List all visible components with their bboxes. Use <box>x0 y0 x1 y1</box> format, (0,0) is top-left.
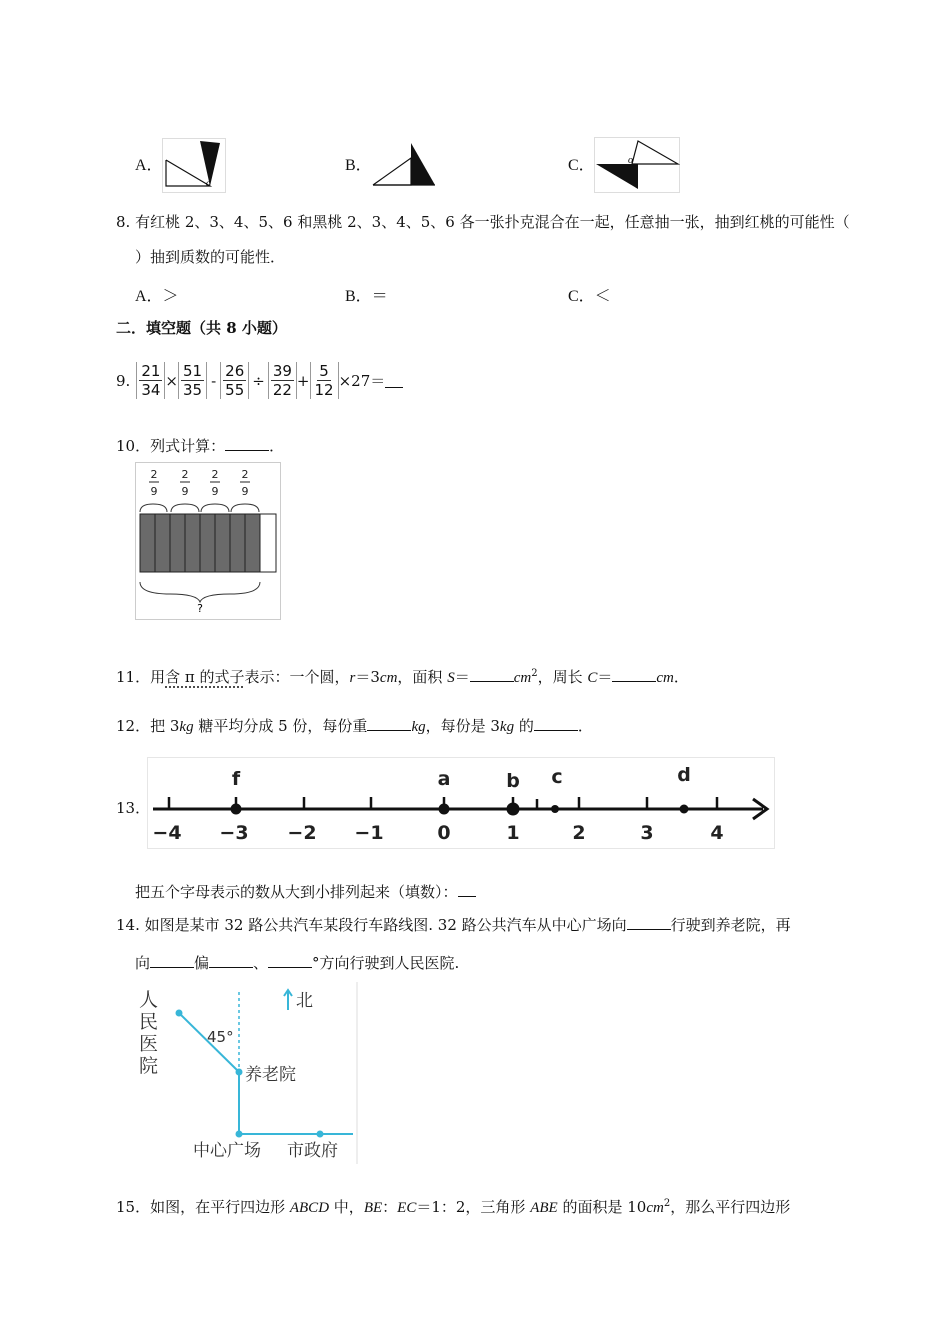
q13-tick-neg2: −2 <box>287 822 317 844</box>
q14-dir2-blank[interactable] <box>209 953 253 968</box>
option-a-figure <box>162 138 226 193</box>
q15-text: 15．如图，在平行四边形 ABCD 中，BE：EC＝1：2，三角形 ABE 的面积是 $10cm^2$，那么平行四边形 <box>116 1198 791 1216</box>
q9-op-1: × <box>165 371 178 390</box>
q14-nursing-label: 养老院 <box>245 1065 296 1085</box>
q11-dotted-emphasis: 含 π 的式子 <box>165 668 245 686</box>
q13-tick-1: 1 <box>506 822 520 844</box>
q9-answer-blank[interactable] <box>385 373 403 388</box>
q14-angle-label: 45° <box>207 1028 234 1046</box>
q13-tick-0: 0 <box>437 822 451 844</box>
q8-option-c[interactable]: C．＜ <box>568 288 611 305</box>
q11-area-blank[interactable] <box>470 667 514 682</box>
q13-tick-neg3: −3 <box>219 822 249 844</box>
q10-figure <box>135 462 281 620</box>
q10-frac-num-2: 2 <box>181 468 189 481</box>
q13-number: 13． <box>116 799 151 817</box>
q13-number-line <box>147 757 775 849</box>
q9-frac-3: $\frac{26}{55}$ <box>220 362 249 399</box>
q10-frac-den-1: 9 <box>150 485 158 498</box>
q10-label: 10．列式计算： <box>116 437 226 455</box>
q9-op-4: + <box>296 371 310 390</box>
q11-text: 11．用含 π 的式子表示：一个圆，r＝3cm，面积 $S= cm^2$，周长 C＝ cm． <box>116 668 689 686</box>
q9-frac-1: $\frac{21}{34}$ <box>136 362 165 399</box>
q8-option-a[interactable]: A．＞ <box>135 288 179 305</box>
q10-frac-den-4: 9 <box>241 485 249 498</box>
q12-weight-blank[interactable] <box>367 716 411 731</box>
q10-frac-num-3: 2 <box>211 468 219 481</box>
q14-dir1-blank[interactable] <box>150 953 194 968</box>
q14-line1: 14. 如图是某市 32 路公共汽车某段行车路线图. 32 路公共汽车从中心广场向 行驶到养老院，再 <box>116 916 791 934</box>
section-2-title: 二．填空题（共 8 小题） <box>116 319 287 337</box>
q9-expression <box>116 362 403 399</box>
option-a-o: o <box>206 178 211 188</box>
q9-op-3: ÷ <box>252 371 265 390</box>
q10-text <box>116 435 284 457</box>
q14-north-label: 北 <box>296 991 313 1011</box>
option-c-label: C． <box>568 157 595 174</box>
q8-line2: ）抽到质数的可能性． <box>135 248 286 266</box>
q10-frac-num-4: 2 <box>241 468 249 481</box>
q9-op-2: - <box>211 371 217 390</box>
q14-gov-label: 市政府 <box>287 1141 338 1161</box>
q13-tick-neg1: −1 <box>354 822 384 844</box>
q12-fraction-blank[interactable] <box>534 716 578 731</box>
q10-end: ． <box>269 437 285 455</box>
option-a-label: A． <box>135 157 163 174</box>
q10-frac-den-2: 9 <box>181 485 189 498</box>
q9-frac-5: $\frac{5}{12}$ <box>310 362 339 399</box>
q10-question-mark: ? <box>197 602 203 615</box>
q13-tick-neg4: −4 <box>152 822 182 844</box>
q13-letter-d: d <box>677 764 691 786</box>
q9-frac-2: $\frac{51}{35}$ <box>178 362 207 399</box>
q13-question: 把五个字母表示的数从大到小排列起来（填数）： <box>135 881 476 903</box>
q13-tick-2: 2 <box>572 822 586 844</box>
q13-tick-4: 4 <box>710 822 724 844</box>
q14-route-map <box>135 982 359 1164</box>
option-c-o: o <box>628 155 633 166</box>
q13-letter-c: c <box>551 766 563 788</box>
q8-line1: 8. 有红桃 2、3、4、5、6 和黑桃 2、3、4、5、6 各一张扑克混合在一起，任意抽一张，抽到红桃的可能性（ <box>116 213 850 231</box>
q13-letter-f: f <box>231 768 241 790</box>
option-b-figure <box>371 140 437 188</box>
option-c-figure <box>594 137 680 193</box>
q13-answer-blank[interactable] <box>458 882 476 897</box>
q14-angle-blank[interactable] <box>268 953 312 968</box>
q10-frac-den-3: 9 <box>211 485 219 498</box>
q12-text: 12．把 3kg 糖平均分成 5 份，每份重 kg，每份是 3kg 的 ． <box>116 717 593 735</box>
q10-frac-num-1: 2 <box>150 468 158 481</box>
q14-center-label: 中心广场 <box>193 1141 261 1161</box>
option-b-label: B． <box>345 157 372 174</box>
q14-direction-blank[interactable] <box>627 915 671 930</box>
q13-tick-3: 3 <box>640 822 654 844</box>
q10-answer-blank[interactable] <box>225 436 269 451</box>
q13-letter-a: a <box>437 768 451 790</box>
q14-hospital-label: 人民医院 <box>139 989 159 1077</box>
q8-option-b[interactable]: B．＝ <box>345 288 388 305</box>
q14-line2: 向 偏 、 °方向行驶到人民医院. <box>135 954 460 972</box>
q9-number: 9. <box>116 371 131 390</box>
q11-perimeter-blank[interactable] <box>612 667 656 682</box>
q9-frac-4: $\frac{39}{22}$ <box>268 362 297 399</box>
q13-letter-b: b <box>506 770 520 792</box>
q9-op-5: ×27＝ <box>338 372 386 390</box>
